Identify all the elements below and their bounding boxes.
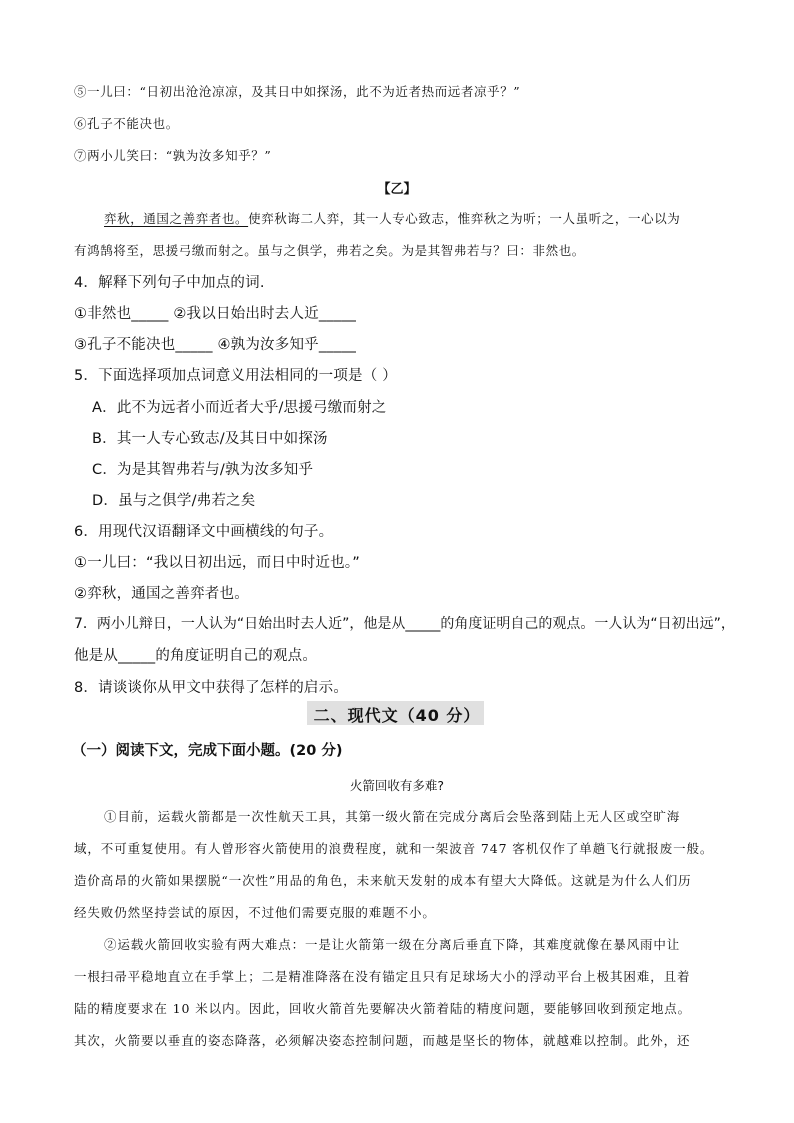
article-p2-line-3: 陆的精度要求在 10 米以内。因此，回收火箭首先要解决火箭着陆的精度问题，要能够回收到预定地点。 xyxy=(74,1001,692,1016)
question-6: 6．用现代汉语翻译文中画横线的句子。 xyxy=(74,524,334,540)
passage-b-line-1 xyxy=(104,209,680,227)
article-p1-line-1: ①目前，运载火箭都是一次性航天工具，其第一级火箭在完成分离后会坠落到陆上无人区或空旷海 xyxy=(104,809,681,824)
passage-a-line-5: ⑤一儿曰：“日初出沧沧凉凉，及其日中如探汤，此不为近者热而远者凉乎？” xyxy=(74,84,521,99)
article-p2-line-2: 一根扫帚平稳地直立在手掌上；二是精准降落在没有锚定且只有足球场大小的浮动平台上极其困难，且着 xyxy=(74,969,691,984)
article-p1-line-2: 域，不可重复使用。有人曾形容火箭使用的浪费程度，就和一架波音 747 客机仅作了单趟飞行就报废一般。 xyxy=(74,841,714,856)
question-6-item-2: ②弈秋，通国之善弈者也。 xyxy=(74,586,249,602)
question-4-row-1: ①非然也_____ ②我以日始出时去人近_____ xyxy=(74,306,357,322)
passage-a-line-7: ⑦两小儿笑曰：“孰为汝多知乎？” xyxy=(74,148,272,163)
passage-a-line-6: ⑥孔子不能决也。 xyxy=(74,116,179,131)
article-p1-line-3: 造价高昂的火箭如果摆脱“一次性”用品的角色，未来航天发射的成本有望大大降低。这就是为什么人们历 xyxy=(74,873,692,888)
question-5-option-d: D．虽与之俱学/弗若之矣 xyxy=(92,493,256,509)
question-5-option-a: A．此不为远者小而近者大乎/思援弓缴而射之 xyxy=(92,400,387,416)
section-2-title: 二、现代文（40 分） xyxy=(313,706,481,725)
passage-b-line-2: 有鸿鹄将至，思援弓缴而射之。虽与之俱学，弗若之矣。为是其智弗若与？曰：非然也。 xyxy=(74,243,585,258)
question-4-row-2: ③孔子不能决也_____ ④孰为汝多知乎_____ xyxy=(74,337,357,353)
passage-b-title: 【乙】 xyxy=(377,182,417,197)
article-title: 火箭回收有多难? xyxy=(349,778,445,793)
question-5: 5．下面选择项加点词意义用法相同的一项是（ ） xyxy=(74,368,397,384)
question-5-option-c: C．为是其智弗若与/孰为汝多知乎 xyxy=(92,462,314,478)
question-6-item-1: ①一儿曰：“我以日初出远，而日中时近也。” xyxy=(74,555,360,571)
article-p2-line-1: ②运载火箭回收实验有两大难点：一是让火箭第一级在分离后垂直下降，其难度就像在暴风雨中让 xyxy=(104,937,681,952)
question-7-line-2: 他是从_____的角度证明自己的观点。 xyxy=(74,648,318,664)
article-p2-line-4: 其次，火箭要以垂直的姿态降落，必须解决姿态控制问题，而越是坚长的物体，就越难以控制。此外，还 xyxy=(74,1033,691,1048)
passage-b-underlined-sentence: 弈秋，通国之善弈者也。 xyxy=(104,211,249,226)
section-2-part-1-heading: （一）阅读下文，完成下面小题。(20 分) xyxy=(72,743,343,759)
passage-b-line-1-rest: 使弈秋诲二人弈，其一人专心致志，惟弈秋之为听；一人虽听之，一心以为 xyxy=(248,211,681,226)
question-4: 4．解释下列句子中加点的词. xyxy=(74,275,265,291)
article-p1-line-4: 经失败仍然坚持尝试的原因，不过他们需要克服的难题不小。 xyxy=(74,905,436,920)
question-5-option-b: B．其一人专心致志/及其日中如探汤 xyxy=(92,431,328,447)
question-7-line-1: 7．两小儿辩日，一人认为“日始出时去人近”，他是从_____的角度证明自己的观点。一人认为“日初出远”， xyxy=(74,616,735,632)
question-8: 8．请谈谈你从甲文中获得了怎样的启示。 xyxy=(74,680,349,696)
